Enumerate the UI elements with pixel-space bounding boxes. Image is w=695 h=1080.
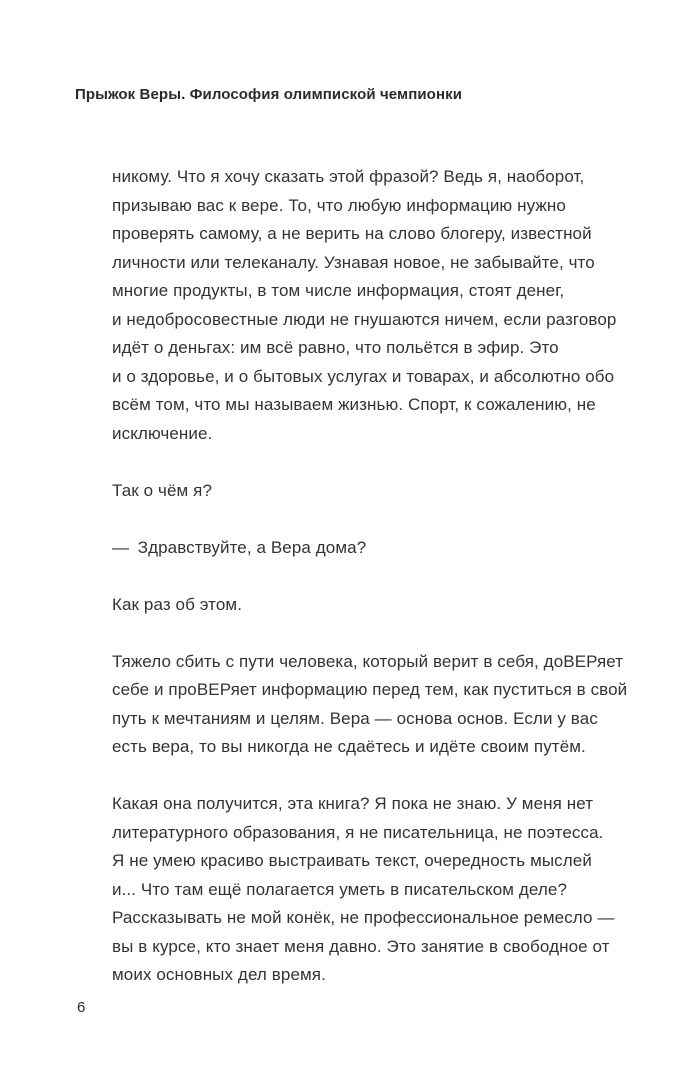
text-line: Я не умею красиво выстраивать текст, очередность мыслей [112, 851, 592, 870]
paragraph [112, 790, 672, 990]
text-line: и о здоровье, и о бытовых услугах и товарах, и абсолютно обо [112, 366, 615, 386]
text-line: путь к мечтаниям и целям. Вера — основа основ. Если у вас [112, 708, 598, 728]
text-line: себе и проВЕРяет информацию перед тем, как пуститься в свой [112, 680, 628, 699]
text-line: исключение. [112, 423, 213, 443]
paragraph [112, 591, 672, 620]
paragraph [112, 163, 672, 448]
paragraph-dialogue [112, 534, 672, 563]
text-line: и... Что там ещё полагается уметь в писательском деле? [112, 879, 568, 899]
paragraph [112, 648, 672, 762]
text-line: Рассказывать не мой конёк, не профессиональное ремесло — [112, 908, 615, 927]
text-line: призываю вас к вере. То, что любую информацию нужно [112, 195, 566, 215]
text-line: Какая она получится, эта книга? Я пока не знаю. У меня нет [112, 794, 594, 813]
paragraph [112, 477, 672, 506]
text-line: многие продукты, в том числе информация, стоят денег, [112, 281, 565, 300]
page-number: 6 [77, 999, 86, 1016]
running-title: Прыжок Веры. Философия олимпиской чемпионки [75, 86, 463, 103]
text-line: никому. Что я хочу сказать этой фразой? Ведь я, наоборот, [112, 167, 585, 186]
text-line: всём том, что мы называем жизнью. Спорт, к сожалению, не [112, 395, 596, 414]
page-body [112, 163, 672, 990]
text-line: вы в курсе, кто знает меня давно. Это занятие в свободное от [112, 936, 610, 956]
text-line: — Здравствуйте, а Вера дома? [112, 537, 367, 557]
text-line: Как раз об этом. [112, 594, 243, 614]
text-line: идёт о деньгах: им всё равно, что польётся в эфир. Это [112, 338, 559, 357]
text-line: литературного образования, я не писательница, не поэтесса. [112, 822, 604, 842]
text-line: Так о чём я? [112, 480, 212, 500]
text-line: проверять самому, а не верить на слово блогеру, известной [112, 224, 592, 243]
text-line: Тяжело сбить с пути человека, который верит в себя, доВЕРяет [112, 651, 624, 671]
text-line: и недобросовестные люди не гнушаются ничем, если разговор [112, 309, 617, 329]
text-line: есть вера, то вы никогда не сдаётесь и идёте своим путём. [112, 737, 586, 756]
text-line: моих основных дел время. [112, 965, 326, 984]
text-line: личности или телеканалу. Узнавая новое, не забывайте, что [112, 252, 595, 272]
